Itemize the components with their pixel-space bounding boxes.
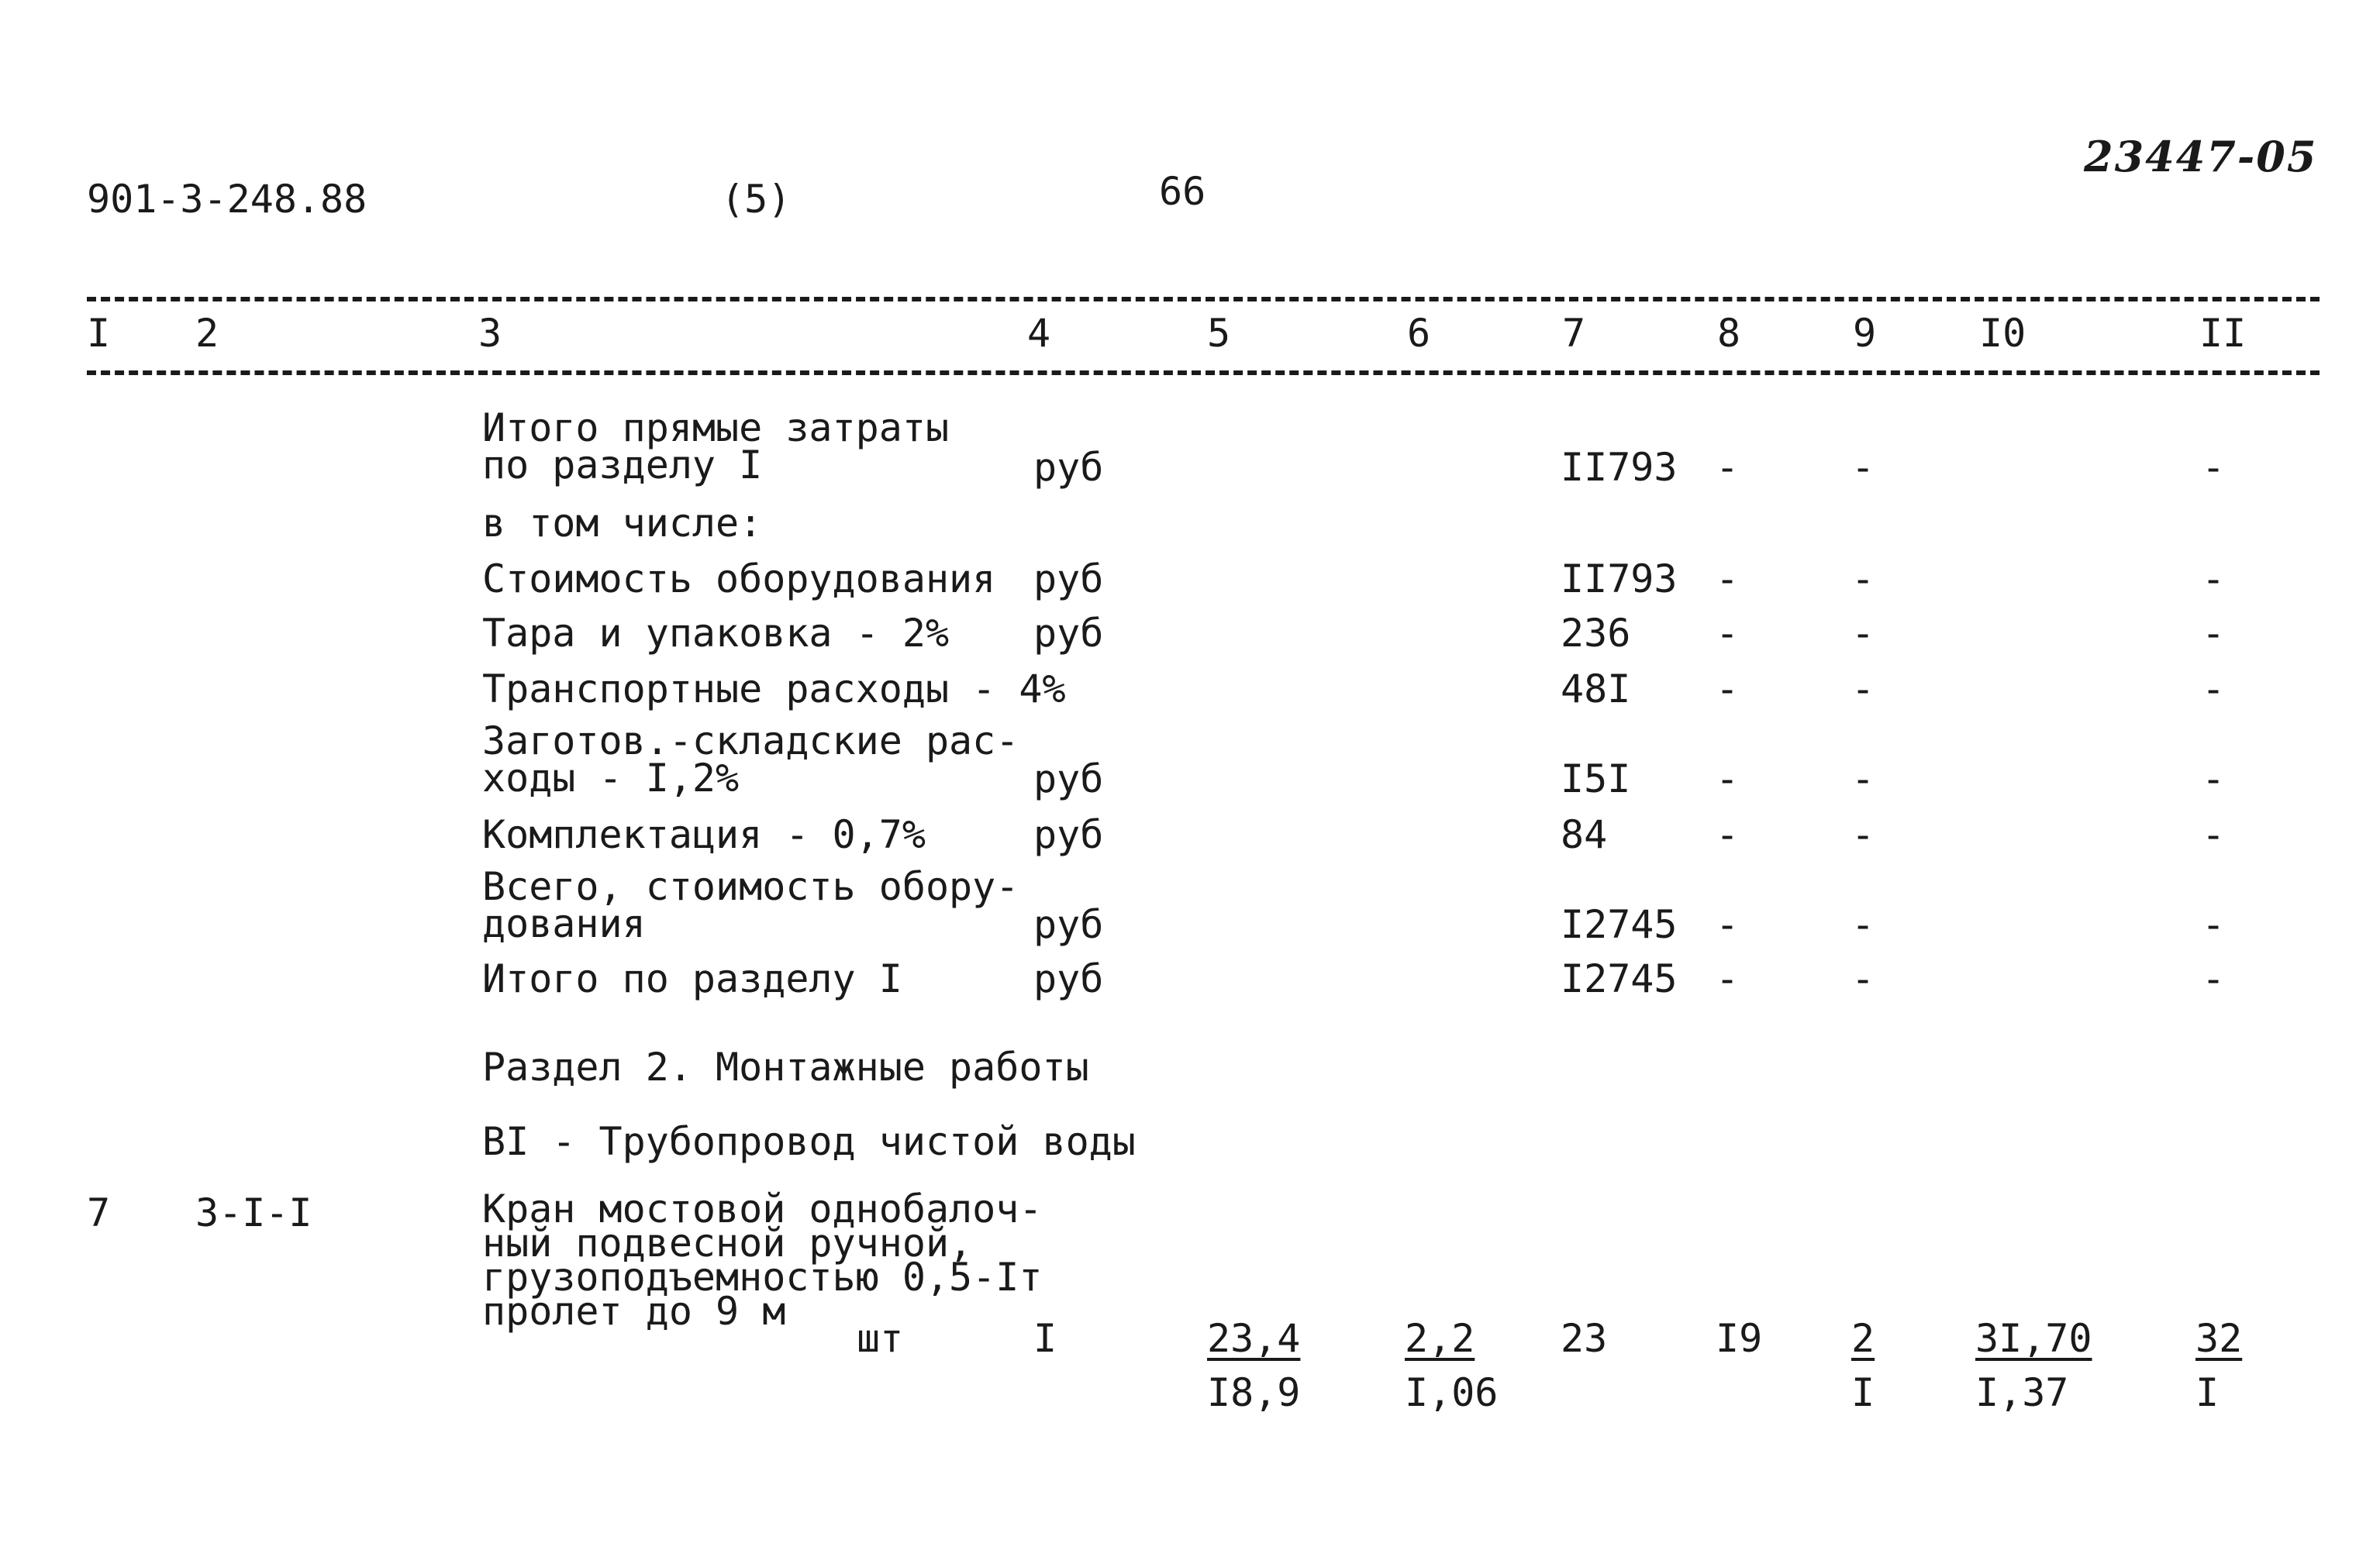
row-packaging-label: Тара и упаковка - 2% bbox=[482, 611, 950, 656]
row-completion-unit: руб bbox=[1033, 812, 1104, 857]
row-equipment-c8: - bbox=[1716, 556, 1740, 601]
section-mark: (5) bbox=[721, 177, 792, 222]
row-including-label: в том числе: bbox=[482, 501, 763, 546]
row-direct-costs-label: Итого прямые затраты по разделу I bbox=[482, 405, 950, 487]
row-completion-label: Комплектация - 0,7% bbox=[482, 812, 926, 857]
row-completion-total: 84 bbox=[1561, 812, 1608, 857]
item7-c6-top: 2,2 bbox=[1405, 1316, 1475, 1361]
column-header-3: 3 bbox=[478, 311, 502, 356]
item7-c11-top: 32 bbox=[2195, 1316, 2243, 1361]
handwritten-number: 23447-05 bbox=[2084, 132, 2318, 181]
header-bottom-rule bbox=[87, 370, 2320, 375]
row-procurement-c9: - bbox=[1851, 756, 1875, 801]
row-equipment-c11: - bbox=[2202, 556, 2226, 601]
row-equipment-total-unit: руб bbox=[1033, 902, 1104, 947]
row-packaging-c11: - bbox=[2202, 611, 2226, 656]
row-equipment-total-value: I2745 bbox=[1561, 902, 1678, 947]
row-packaging-c9: - bbox=[1851, 611, 1875, 656]
row-completion-c8: - bbox=[1716, 812, 1740, 857]
column-header-6: 6 bbox=[1407, 311, 1431, 356]
column-header-9: 9 bbox=[1853, 311, 1877, 356]
row-direct-costs-c8: - bbox=[1716, 445, 1740, 490]
column-header-2: 2 bbox=[195, 311, 219, 356]
item7-c5-bottom: I8,9 bbox=[1207, 1370, 1301, 1415]
row-procurement-c8: - bbox=[1716, 756, 1740, 801]
row-section1-total-c9: - bbox=[1851, 956, 1875, 1001]
header-top-rule bbox=[87, 297, 2320, 301]
row-direct-costs-total: II793 bbox=[1561, 445, 1678, 490]
column-header-8: 8 bbox=[1717, 311, 1741, 356]
row-packaging-total: 236 bbox=[1561, 611, 1631, 656]
section2-subtitle: BI - Трубопровод чистой воды bbox=[482, 1119, 1136, 1164]
row-packaging-unit: руб bbox=[1033, 611, 1104, 656]
column-header-11: II bbox=[2199, 311, 2247, 356]
item7-unit: шт bbox=[857, 1316, 904, 1361]
item7-c5-top: 23,4 bbox=[1207, 1316, 1301, 1361]
row-equipment-unit: руб bbox=[1033, 556, 1104, 601]
row-procurement-label: Заготов.-складские рас- ходы - I,2% bbox=[482, 718, 1019, 801]
item7-c9-top: 2 bbox=[1851, 1316, 1875, 1361]
row-equipment-total-c8: - bbox=[1716, 902, 1740, 947]
row-packaging-c8: - bbox=[1716, 611, 1740, 656]
item7-number: 7 bbox=[87, 1190, 111, 1235]
row-section1-total-c8: - bbox=[1716, 956, 1740, 1001]
row-section1-total-label: Итого по разделу I bbox=[482, 956, 902, 1001]
row-transport-c9: - bbox=[1851, 667, 1875, 711]
item7-c10-bottom: I,37 bbox=[1975, 1370, 2069, 1415]
row-procurement-unit: руб bbox=[1033, 756, 1104, 801]
row-completion-c11: - bbox=[2202, 812, 2226, 857]
row-equipment-total: II793 bbox=[1561, 556, 1678, 601]
row-procurement-c11: - bbox=[2202, 756, 2226, 801]
row-transport-c8: - bbox=[1716, 667, 1740, 711]
column-header-1: I bbox=[87, 311, 111, 356]
item7-c11-bottom: I bbox=[2195, 1370, 2220, 1415]
row-section1-total-unit: руб bbox=[1033, 956, 1104, 1001]
row-equipment-c9: - bbox=[1851, 556, 1875, 601]
row-equipment-total-c11: - bbox=[2202, 902, 2226, 947]
page-number: 66 bbox=[1159, 169, 1206, 214]
item7-code: 3-I-I bbox=[195, 1190, 312, 1235]
row-equipment-total-c9: - bbox=[1851, 902, 1875, 947]
column-header-7: 7 bbox=[1562, 311, 1586, 356]
row-transport-label: Транспортные расходы - 4% bbox=[482, 667, 1066, 711]
item7-c7: 23 bbox=[1561, 1316, 1608, 1361]
row-section1-total-c11: - bbox=[2202, 956, 2226, 1001]
row-completion-c9: - bbox=[1851, 812, 1875, 857]
row-transport-total: 48I bbox=[1561, 667, 1631, 711]
document-code: 901-3-248.88 bbox=[87, 177, 367, 222]
row-equipment-label: Стоимость оборудования bbox=[482, 556, 996, 601]
item7-description: Кран мостовой однобалоч- ный подвесной ручной, грузоподъемностью 0,5-Iт пролет до 9 м bbox=[482, 1187, 1043, 1334]
item7-c10-top: 3I,70 bbox=[1975, 1316, 2092, 1361]
row-equipment-total-label: Всего, стоимость обору- дования bbox=[482, 864, 1019, 946]
row-transport-c11: - bbox=[2202, 667, 2226, 711]
row-direct-costs-unit: руб bbox=[1033, 445, 1104, 490]
section2-title: Раздел 2. Монтажные работы bbox=[482, 1045, 1089, 1090]
column-header-5: 5 bbox=[1207, 311, 1231, 356]
row-section1-total-value: I2745 bbox=[1561, 956, 1678, 1001]
item7-c9-bottom: I bbox=[1851, 1370, 1875, 1415]
item7-quantity: I bbox=[1033, 1316, 1057, 1361]
column-header-4: 4 bbox=[1027, 311, 1051, 356]
row-direct-costs-c11: - bbox=[2202, 445, 2226, 490]
item7-c6-bottom: I,06 bbox=[1405, 1370, 1499, 1415]
column-header-10: I0 bbox=[1979, 311, 2026, 356]
row-procurement-total: I5I bbox=[1561, 756, 1631, 801]
item7-c8: I9 bbox=[1716, 1316, 1763, 1361]
row-direct-costs-c9: - bbox=[1851, 445, 1875, 490]
